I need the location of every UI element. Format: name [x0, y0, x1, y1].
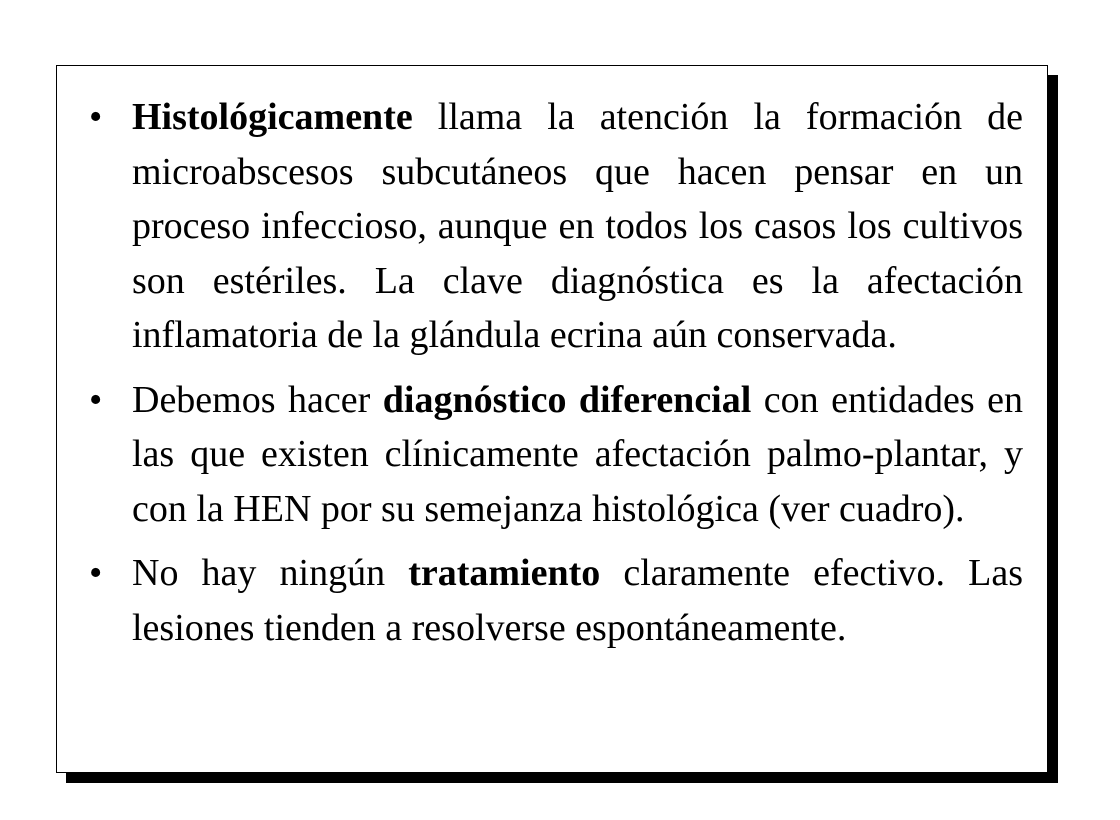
bullet-list: [83, 90, 1023, 665]
bullet-text: [132, 552, 1023, 649]
bullet-body: llama la atención la formación de microabscesos subcutáneos que hacen pensar en un proceso infeccioso, aunque en todos los casos los cultivos son estériles. La clave diagnóstica es la afectación inflamatoria de la glándula ecrina aún conservada.: [132, 96, 1023, 356]
bullet-icon: •: [89, 378, 103, 421]
bullet-icon: •: [89, 96, 103, 138]
bullet-histology: [83, 90, 1023, 363]
bullet-text: [132, 379, 1023, 530]
bullet-post: con entidades en las que existen clínicamente afectación palmo-plantar, y con la HEN por su semejanza histológica (ver cuadro).: [132, 378, 1023, 530]
bullet-text: [132, 96, 1023, 356]
bold-lead: Histológicamente: [132, 96, 413, 138]
bullet-post: claramente efectivo. Las lesiones tienden a resolverse espontáneamente.: [132, 552, 1023, 649]
bullet-icon: •: [89, 552, 103, 594]
bold-term: diagnóstico diferencial: [382, 378, 752, 421]
bullet-differential: [83, 373, 1023, 537]
bold-term: tratamiento: [408, 552, 601, 594]
bullet-pre: Debemos hacer: [132, 378, 383, 421]
bullet-treatment: [83, 546, 1023, 655]
bullet-pre: No hay ningún: [132, 552, 409, 594]
